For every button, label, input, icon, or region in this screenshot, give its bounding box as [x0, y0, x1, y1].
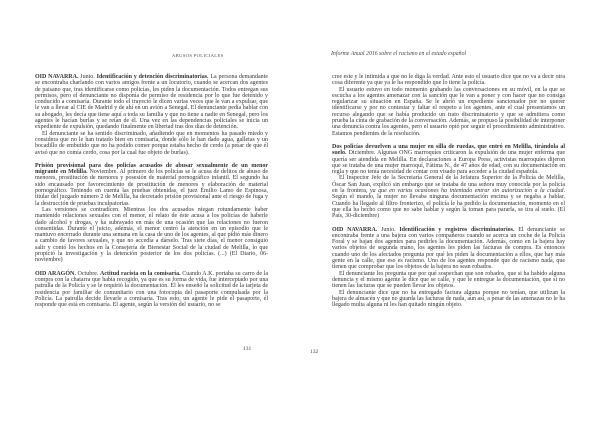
paragraph: OID NAVARRA. Junio. Identificación y detención discriminatorias. La persona demandante se encontraba charlando con varios amigos frente a un locutorio, cuando se acercan dos agentes de paisano que, tras identificarse como policías, les piden la documentación. Todos entregan sus permisos, pero el denunciante no disponía de permiso de residencia por lo que fue detenido y conducido a comisaría. Durante todo el trayecto le dicen varias veces que le van a expulsar, que le van a llevar al CIE de Madrid y de ahí en un avión a Senegal. El denunciante pedía hablar con su abogado, les decía que tiene aquí a toda su familia y que no tiene a nadie en Senegal, pero los agentes le hacían burlas y se reían de él. Una vez en las dependencias policiales se inicia un expediente de expulsión, quedando finalmente en libertad tras dos días de detención. — [35, 74, 268, 131]
paragraph: El denunciante les pregunta que por qué sospechan que son robados, que si ha habido alguna denuncia y el mismo agente le dice que se calle, y que le entregue la documentación, que si no tienen las facturas que se pueden llevar los objetos. — [332, 270, 565, 290]
paragraph: Dos policías devuelven a una mujer en silla de ruedas, que entró en Melilla, tirándola al suelo. Diciembre. Algunas ONG marroquíes criticaron la expulsión de una mujer enferma que quería ser atendida en Melilla. En declaraciones a Europa Press, activistas marroquíes dijeron que se trataba de una mujer marroquí, Fátima N., de 47 años de edad, con su documentación en regla y que no tenía necesidad de contar con visado para acceder a la ciudad española. — [332, 143, 565, 176]
paragraph: Las versiones se contradicen. Mientras los dos acusados niegan rotundamente haber mantenido relaciones sexuales con el menor, el relato de éste acusa a los policías de haberle dado alcohol y drogas, y ha subrayado en más de una ocasión que las relaciones no fueron consentidas. Durante el juicio, además, el menor centró la atención en un episodio que le mantuvo encerrado durante una semana en la casa de uno de los agentes, al que pidió más dinero a cambio de favores sexuales, y que no accedía a dárselo. Tras siete días, el menor consiguió salir y contó los hechos en la Consejería de Bienestar Social de la ciudad de Melilla, lo que propició la investigación y la detención posterior de los dos policías. (...) (El Diario, 06-noviembre) — [35, 206, 268, 264]
paragraph: El usuario estuvo en todo momento grabando las conversaciones en su móvil, en la que se escucha a los agentes amenazar con la sanción que le van a poner y con hacer que no consiga regularizar su situación en España. Se le abrió un expediente sancionador por no querer identificarse y por no contestar y faltar el respeto a los agentes, ante el cual presentamos un recurso alegando que se había producido un trato discriminatorio y que se admitiera como prueba la cinta de grabación de la conversación. Además, se propuso la posibilidad de interponer una denuncia contra los agentes, pero el usuario optó por seguir el procedimiento administrativo. Estamos pendientes de la resolución. — [332, 86, 565, 137]
paragraph: El denunciante dice que no ha entregado factura alguna porque no tenían, que utilizan la bajera de almacén y que no guarda las facturas de nada, aun así, a pesar de las amenazas no le ha llegado multa alguna ni les han quitado ningún objeto. — [332, 289, 565, 309]
paragraph: cree este y le intimida a que no le diga la verdad. Ante esto el usuario dice que no va a decir otra cosa diferente ya que ya le ha respondido que lo tiene la policía. — [332, 74, 565, 87]
paragraph: OID ARAGÓN. Octubre. Actitud racista en la comisaría. Cuando A.K. portaba su carro de la compra con la chatarra que había recogido, ya que es su forma de vida, fue interceptado por una patrulla de la Policía y se le requirió la documentación. Él les enseñó la solicitud de la tarjeta de residencia por familiar de comunitario con una fotocopia del pasaporte compulsada por la Policía. La patrulla decide llevarle a comisaría. Tras esto, un agente le pide el pasaporte, él responde que está en comisaría. El agente, según la versión del usuario, no se — [35, 270, 268, 309]
left-page-number: 131 — [243, 346, 252, 352]
left-page-body — [35, 74, 268, 308]
paragraph: El denunciante se ha sentido discriminado, añadiendo que en momentos ha pasado miedo y considera que no le han tratado bien en comisaría, donde sólo le han dado agua, galletas y un bocadillo de embutido que no ha podido comer porque estaba hecho de cerdo (a pesar de que él avisó que no comía cerdo, cosa por la cual fue objeto de burlas). — [35, 130, 268, 156]
left-page-running-header: ABUSOS POLICIALES — [172, 53, 224, 58]
paragraph: OID NAVARRA. Junio. Identificación y registros discriminatorios. El denunciante se encontraba frente a una bajera con varios compañeros cuando se acerca un coche de la Policía Foral y se bajan dos agentes para pedirles la documentación. Además, como en la bajera hay varios objetos de segunda mano, los agentes les piden las facturas de compra. Es entonces cuando uno de los afectados pregunta por qué les piden la documentación a ellos, que hay más gente en la calle, que eso es racismo. Uno de los agentes responde que de racismo nada, que tienen que comprobar que los objetos de la bajera no sean robados. — [332, 226, 565, 271]
paragraph: El Inspector Jefe de la Secretaría General de la Jefatura Superior de la Policía de Melilla, Óscar San Juan, explicó sin embargo que se trataba de una señora muy conocida por la policía en la frontera, ya que en varias ocasiones ha intentado entrar sin autorización a la ciudad. Según el mando, la mujer no llevaba ninguna documentación encima y se negaba a hablar. Cuando ha llegado al filtro fronterizo, el policía le ha pedido la documentación, momento en el que ella ha hecho como que no sabe hablar y según la toman para pararla, se tira al suelo. (El País, 30-diciembre) — [332, 175, 565, 220]
paragraph: Prisión provisional para dos policías acusados de abusar sexualmente de un menor migrante en Melilla. Noviembre. Al primero de los policías se le acusa de delitos de abuso de menores, prostitución de menores y posesión de material pornográfico infantil. El segundo ha sido encausado por favorecimiento de prostitución de menores y elaboración de material pornográfico. Teniendo en cuenta las pruebas obtenidas, el juez Emilio Lamo de Espinosa, titular del juzgado número 2 de Melilla, ha decretado prisión provisional ante el riesgo de fuga y la destrucción de pruebas inculpatorias. — [35, 162, 268, 207]
right-page-number: 132 — [310, 349, 319, 355]
right-page-body — [332, 74, 565, 308]
right-page-running-header: Informe Anual 2016 sobre el racismo en el estado español — [331, 51, 467, 57]
